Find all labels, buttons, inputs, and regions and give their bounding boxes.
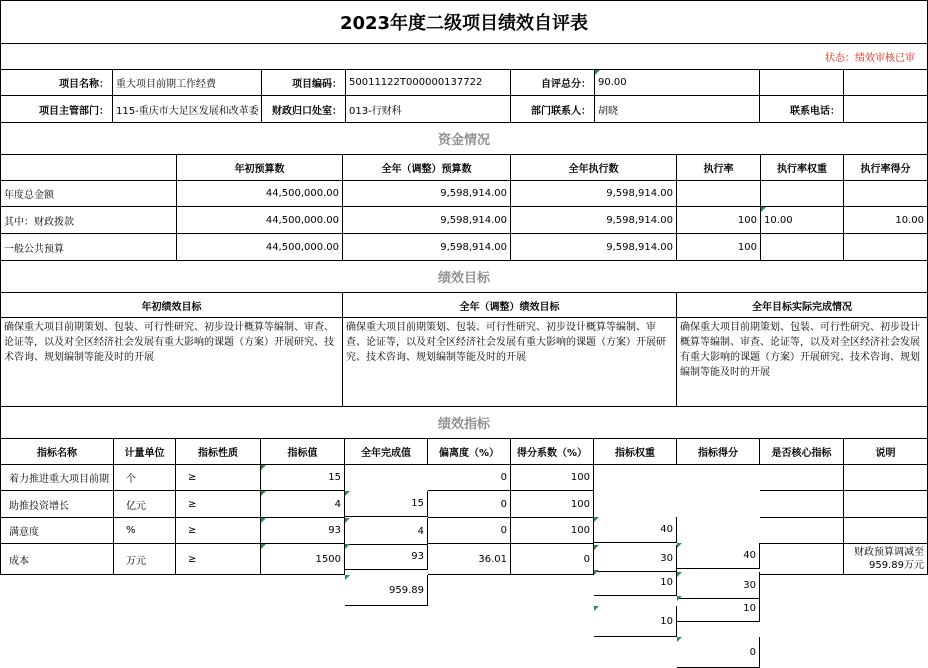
info-row-2 [1,96,928,123]
page-title: 2023年度二级项目绩效自评表 [1,0,928,44]
contact-label: 部门联系人： [511,96,595,123]
funds-row-label: 其中：财政拨款 [1,207,177,234]
status-row [1,44,928,70]
ind-core [760,518,844,544]
funds-col-adjusted: 全年（调整）预算数 [343,155,511,181]
contact-value: 胡晓 [595,96,760,123]
funds-initial-value: 44,500,000.00 [177,181,343,207]
project-code-value: 50011122T000000137722 [346,70,511,96]
ind-dev: 0 [428,465,511,491]
funds-rate-value: 100 [677,207,761,234]
funds-col-score: 执行率得分 [844,155,928,181]
ind-dev: 36.01 [428,544,511,575]
project-code-label: 项目编码： [262,70,346,96]
ind-nature: ≥ [176,544,261,575]
ind-done: 959.89 [345,575,428,606]
ind-unit: % [114,518,176,544]
funds-col-executed: 全年执行数 [511,155,677,181]
funds-rate-value [677,181,761,207]
funds-row [1,207,928,234]
ind-col-score: 指标得分 [677,439,760,465]
ind-coef: 100 [511,491,594,518]
ind-name: 助推投资增长 [1,491,114,518]
funds-row-label: 年度总金额 [1,181,177,207]
ind-unit: 亿元 [114,491,176,518]
goals-col-adjusted: 全年（调整）绩效目标 [343,293,677,318]
funds-row-label: 一般公共预算 [1,234,177,261]
ind-value: 1500 [261,544,345,575]
goals-col-initial: 年初绩效目标 [1,293,343,318]
funds-initial-value: 44,500,000.00 [177,234,343,261]
indicators-section-row [1,407,928,439]
funds-adjusted-value: 9,598,914.00 [343,234,511,261]
project-name-value: 重大项目前期工作经费 [113,70,262,96]
ind-weight: 10 [594,570,677,596]
funds-col-initial: 年初预算数 [177,155,343,181]
ind-col-unit: 计量单位 [114,439,176,465]
ind-note [844,465,928,491]
status-badge: 状态：绩效审核已审 [1,44,928,70]
ind-score: 40 [677,543,760,569]
ind-name: 满意度 [1,518,114,544]
self-score-value: 90.00 [595,70,760,96]
ind-coef: 100 [511,465,594,491]
ind-col-coef: 得分系数（%） [511,439,594,465]
goal-initial-text: 确保重大项目前期策划、包装、可行性研究、初步设计概算等编制、审查、论证等，以及对全区经济社会发展有重大影响的课题（方案）开展研究、技术咨询、规划编制等能及时的开展 [1,318,343,407]
phone-value [844,96,928,123]
funds-weight-value [761,181,844,207]
ind-coef: 0 [511,544,594,575]
funds-executed-value: 9,598,914.00 [511,234,677,261]
ind-done: 4 [345,518,428,545]
dept-label: 项目主管部门： [1,96,113,123]
ind-value: 93 [261,518,345,544]
ind-col-dev: 偏离度（%） [428,439,511,465]
ind-score: 0 [677,637,760,668]
ind-done: 15 [345,491,428,517]
goals-content-row [1,318,928,407]
funds-weight-value [761,234,844,261]
ind-nature: ≥ [176,491,261,518]
funds-adjusted-value: 9,598,914.00 [343,207,511,234]
indicators-header-row [1,439,928,465]
funds-row [1,234,928,261]
goal-actual-text: 确保重大项目前期策划、包装、可行性研究、初步设计概算等编制、审查、论证等，以及对全区经济社会发展有重大影响的课题（方案）开展研究、技术咨询、规划编制等能及时的开展 [677,318,928,407]
goals-header-row [1,293,928,318]
ind-core [760,491,844,518]
funds-header-row [1,155,928,181]
goals-section-title: 绩效目标 [1,261,928,293]
funds-score-value [844,234,928,261]
ind-core [760,465,844,491]
ind-weight: 40 [594,517,677,543]
ind-score: 10 [677,596,760,622]
info-row-1 [1,70,928,96]
ind-weight: 30 [594,545,677,572]
empty-cell [1,155,177,181]
ind-name: 成本 [1,544,114,575]
ind-weight: 10 [594,606,677,637]
project-name-label: 项目名称： [1,70,113,96]
office-label: 财政归口处室： [262,96,346,123]
ind-score: 30 [677,572,760,599]
goals-col-actual: 全年目标实际完成情况 [677,293,928,318]
title-row [1,0,928,44]
funds-weight-value: 10.00 [761,207,844,234]
ind-col-nature: 指标性质 [176,439,261,465]
ind-unit: 个 [114,465,176,491]
ind-nature: ≥ [176,518,261,544]
ind-col-name: 指标名称 [1,439,114,465]
ind-note [844,491,928,518]
dept-value: 115-重庆市大足区发展和改革委 [113,96,262,123]
ind-dev: 0 [428,491,511,518]
indicators-section-title: 绩效指标 [1,407,928,439]
ind-note [844,518,928,544]
empty-cell [844,70,928,96]
funds-score-value: 10.00 [844,207,928,234]
funds-section-title: 资金情况 [1,123,928,155]
ind-note: 财政预算调减至959.89万元 [844,544,928,575]
goal-adjusted-text: 确保重大项目前期策划、包装、可行性研究、初步设计概算等编制、审查、论证等，以及对全区经济社会发展有重大影响的课题（方案）开展研究、技术咨询、规划编制等能及时的开展 [343,318,677,407]
funds-col-rate: 执行率 [677,155,761,181]
funds-section-row [1,123,928,155]
ind-col-note: 说明 [844,439,928,465]
funds-col-weight: 执行率权重 [761,155,844,181]
ind-nature: ≥ [176,465,261,491]
funds-executed-value: 9,598,914.00 [511,181,677,207]
funds-score-value [844,181,928,207]
ind-value: 4 [261,491,345,518]
ind-col-done: 全年完成值 [345,439,428,465]
funds-executed-value: 9,598,914.00 [511,207,677,234]
office-value: 013-行财科 [346,96,511,123]
goals-section-row [1,261,928,293]
funds-rate-value: 100 [677,234,761,261]
funds-initial-value: 44,500,000.00 [177,207,343,234]
ind-unit: 万元 [114,544,176,575]
ind-core [760,544,844,575]
funds-adjusted-value: 9,598,914.00 [343,181,511,207]
self-score-label: 自评总分： [511,70,595,96]
ind-value: 15 [261,465,345,491]
empty-cell [760,70,844,96]
ind-col-core: 是否核心指标 [760,439,844,465]
phone-label: 联系电话： [760,96,844,123]
ind-col-weight: 指标权重 [594,439,677,465]
ind-done: 93 [345,544,428,570]
ind-dev: 0 [428,518,511,544]
ind-col-value: 指标值 [261,439,345,465]
ind-name: 着力推进重大项目前期 [1,465,114,491]
ind-coef: 100 [511,518,594,544]
funds-row [1,181,928,207]
